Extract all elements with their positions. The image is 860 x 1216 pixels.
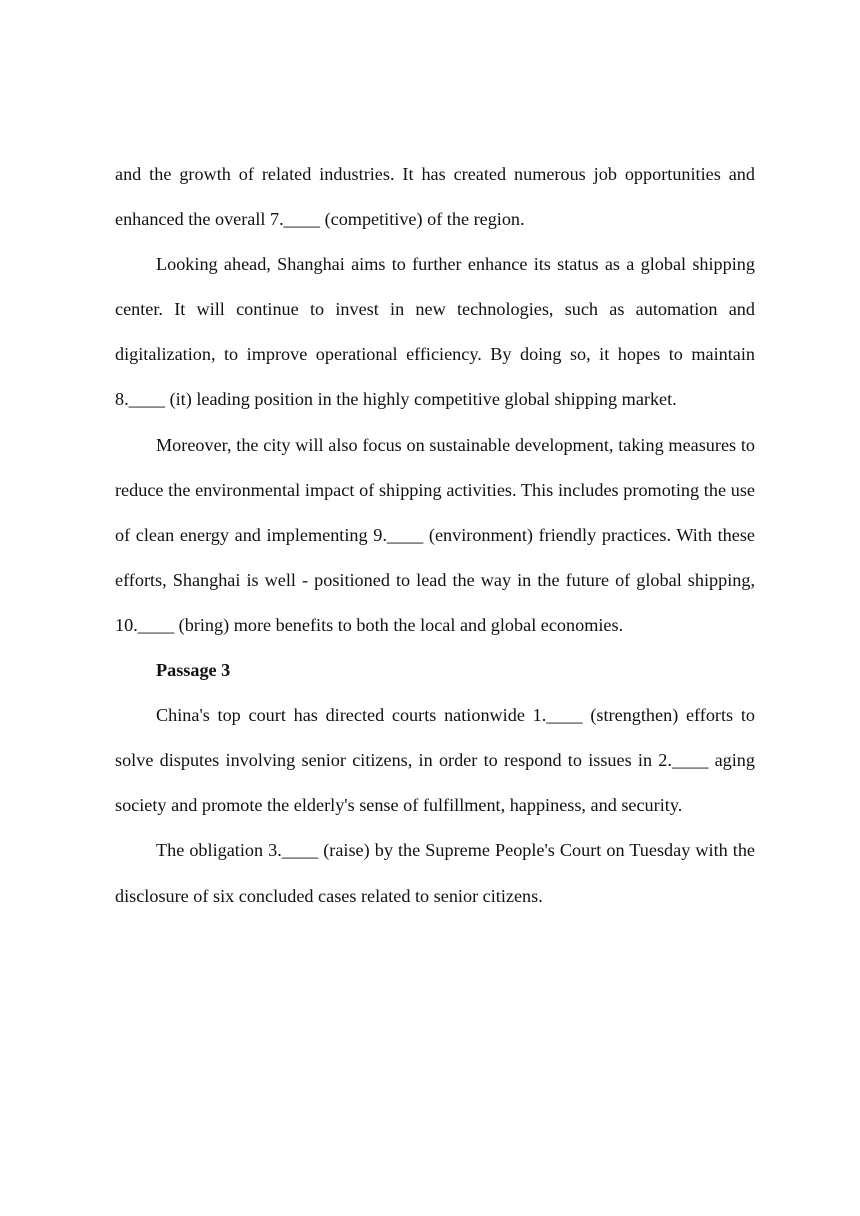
- passage-heading: Passage 3: [156, 660, 231, 681]
- paragraph-china-top-court: China's top court has directed courts nationwide 1.____ (strengthen) efforts to solve disputes involving senior citizens, in order to respond to issues in 2.____ aging society and promote the elderly's sense of fulfillment, happiness, and security.: [115, 705, 755, 816]
- paragraph-obligation: The obligation 3.____ (raise) by the Supreme People's Court on Tuesday with the disclosure of six concluded cases related to senior citizens.: [115, 840, 755, 906]
- document-body: [115, 152, 755, 919]
- paragraph-moreover: Moreover, the city will also focus on sustainable development, taking measures to reduce the environmental impact of shipping activities. This includes promoting the use of clean energy and implementing 9.____ (environment) friendly practices. With these efforts, Shanghai is well - positioned to lead the way in the future of global shipping, 10.____ (bring) more benefits to both the local and global economies.: [115, 434, 755, 635]
- paragraph-continuation: and the growth of related industries. It has created numerous job opportunities and enhanced the overall 7.____ (competitive) of the region.: [115, 164, 755, 230]
- paragraph-looking-ahead: Looking ahead, Shanghai aims to further enhance its status as a global shipping center. It will continue to invest in new technologies, such as automation and digitalization, to improve operational efficiency. By doing so, it hopes to maintain 8.____ (it) leading position in the highly competitive global shipping market.: [115, 254, 755, 410]
